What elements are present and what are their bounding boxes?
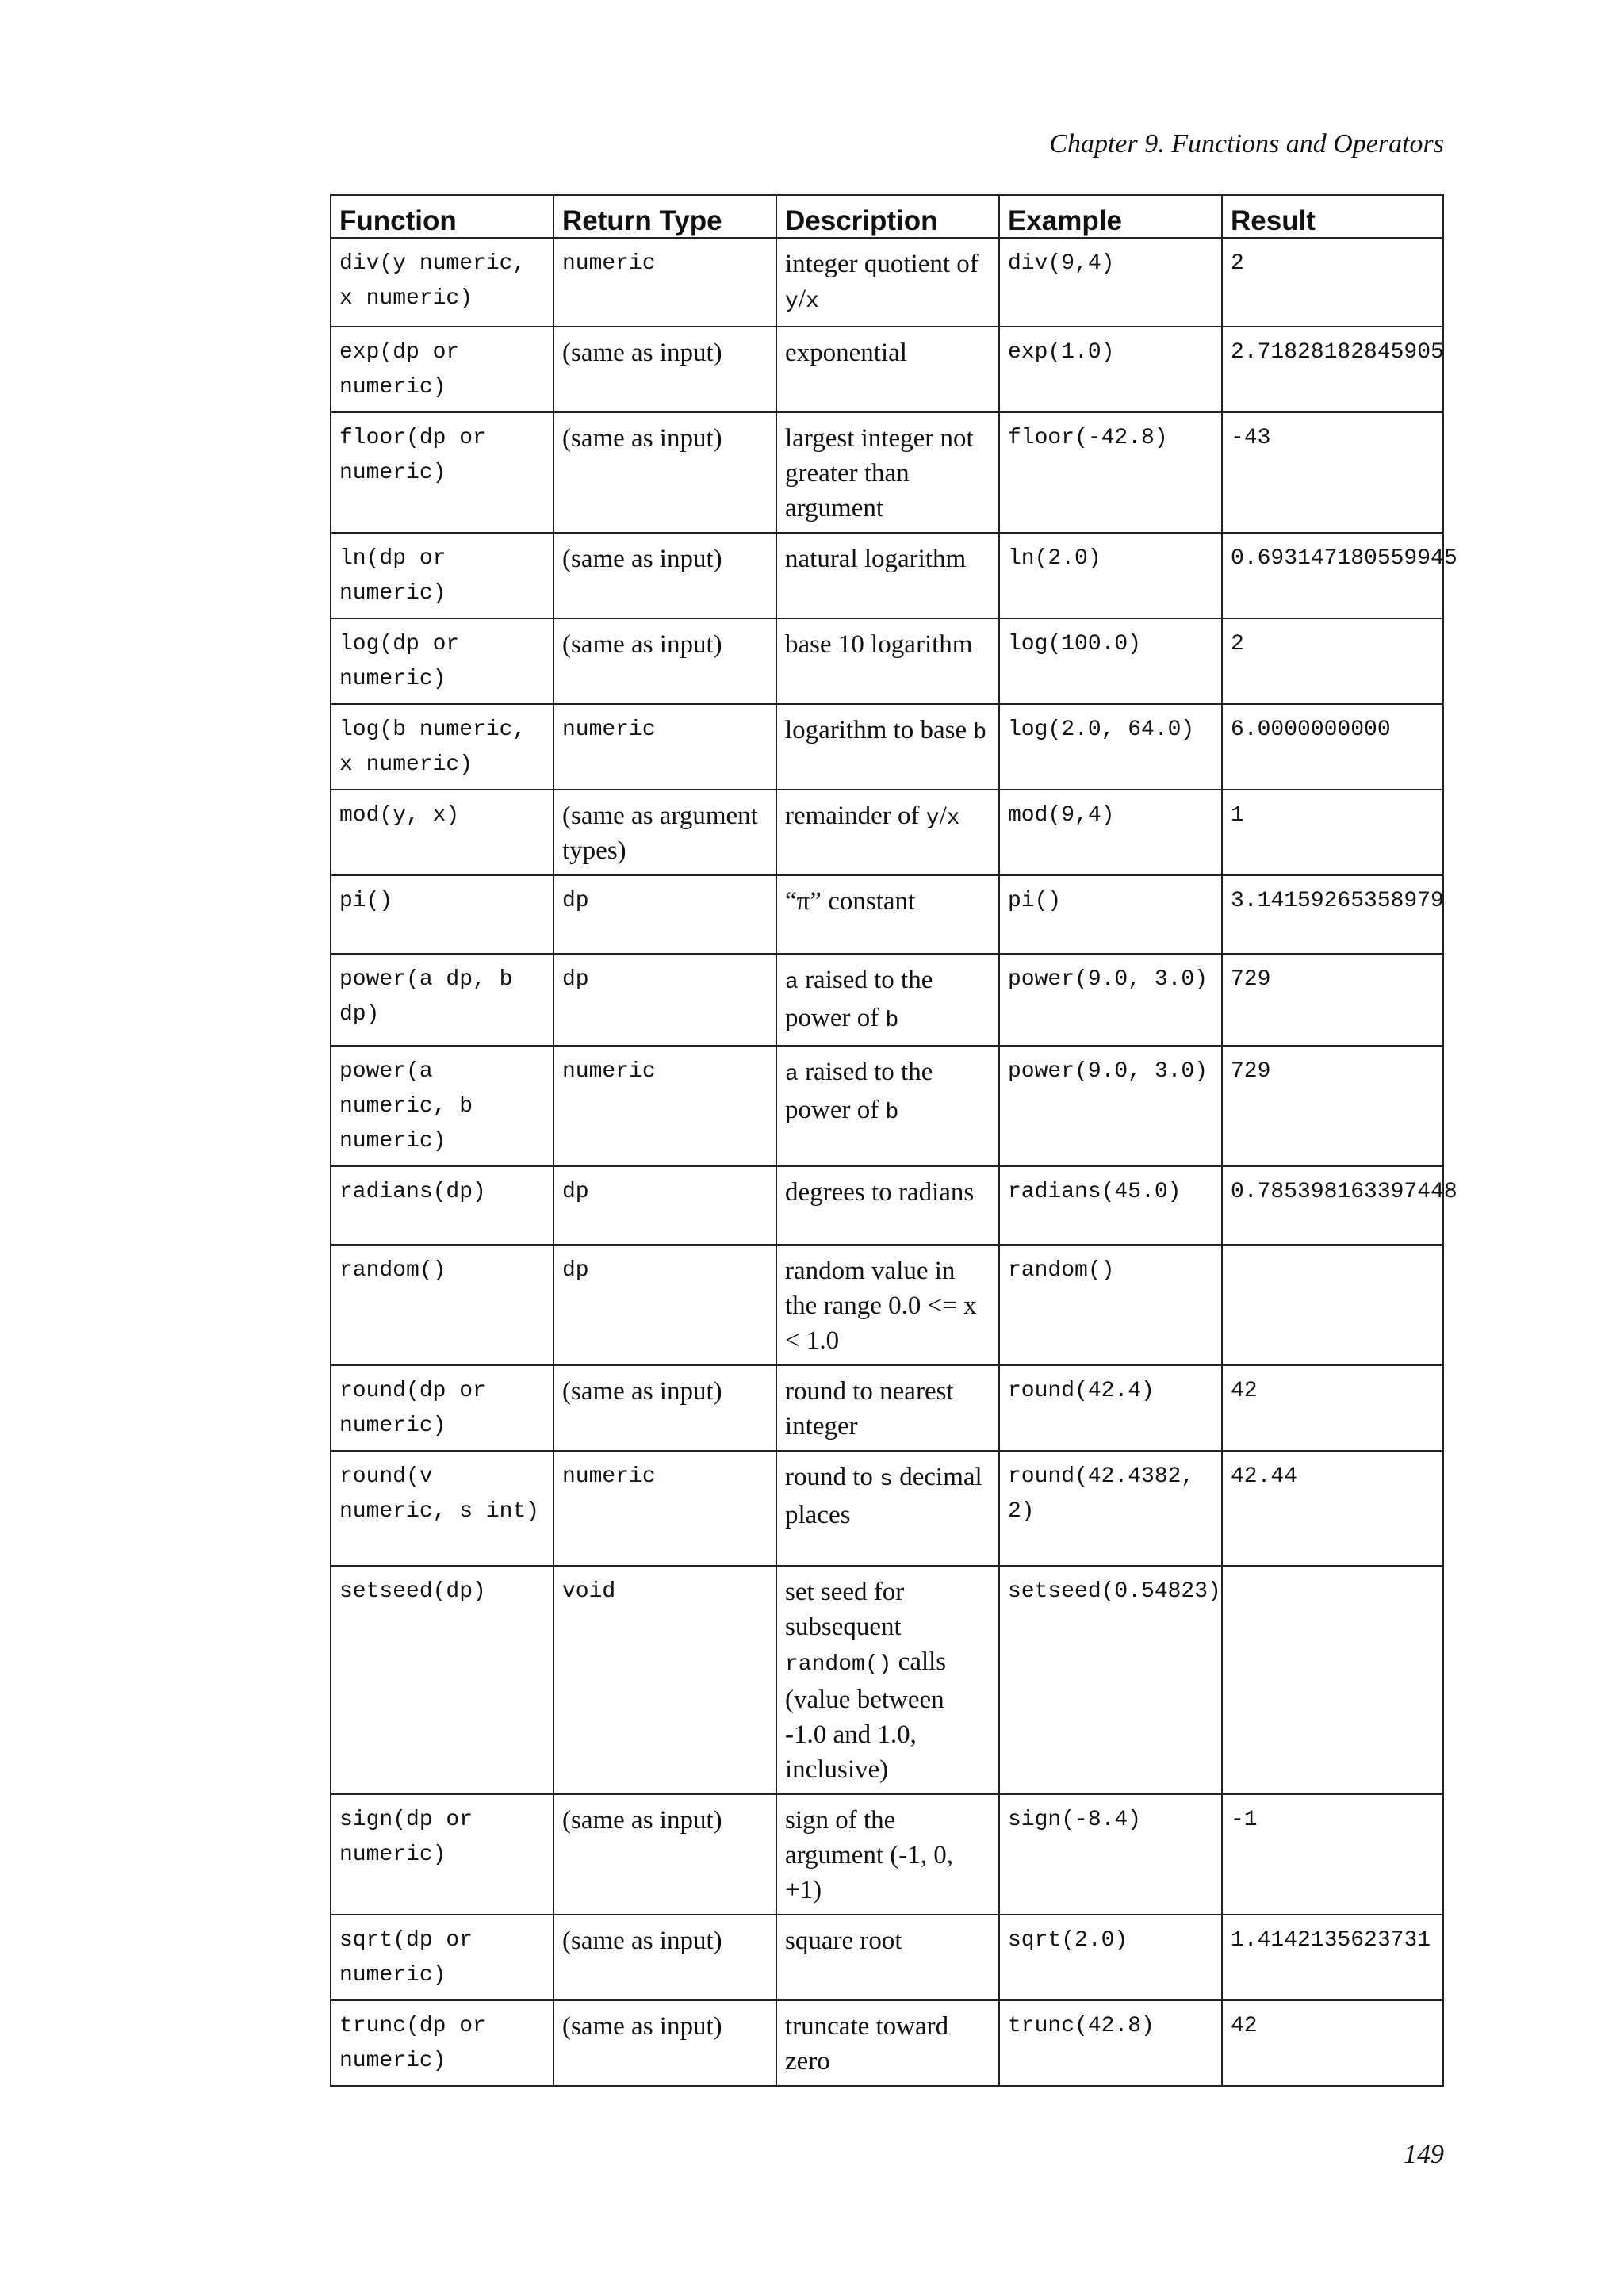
result-value: 42 <box>1231 2014 1258 2038</box>
table-row <box>331 875 1443 954</box>
example-cell <box>999 1046 1222 1166</box>
return-type: dp <box>562 889 589 913</box>
description-text: raised to the power of <box>785 1058 933 1124</box>
description-text: degrees to radians <box>785 1178 975 1207</box>
function-cell <box>331 618 553 704</box>
example-cell <box>999 412 1222 533</box>
example-code: random() <box>1008 1258 1115 1283</box>
result-cell <box>1222 1451 1443 1566</box>
column-header-result: Result <box>1222 195 1443 238</box>
function-cell <box>331 875 553 954</box>
description-code: b <box>885 1008 899 1033</box>
result-cell <box>1222 327 1443 412</box>
result-value: -43 <box>1231 426 1271 450</box>
description-text: remainder of <box>785 802 926 830</box>
return-type: (same as input) <box>562 630 722 659</box>
description <box>785 627 990 662</box>
description-cell <box>776 327 999 412</box>
description-cell <box>776 954 999 1046</box>
result-cell <box>1222 1794 1443 1915</box>
return-type: void <box>562 1579 616 1604</box>
description-cell <box>776 1915 999 2000</box>
result-cell <box>1222 875 1443 954</box>
return-type: dp <box>562 967 589 992</box>
function-signature: exp(dp or numeric) <box>339 340 460 400</box>
table-row <box>331 1794 1443 1915</box>
description-cell <box>776 704 999 790</box>
return-type: (same as input) <box>562 424 722 453</box>
description-cell <box>776 1365 999 1451</box>
description <box>785 335 990 370</box>
result-cell <box>1222 1166 1457 1245</box>
function-cell <box>331 704 553 790</box>
description-code: a <box>785 1062 799 1087</box>
result-cell <box>1222 1566 1443 1794</box>
function-cell <box>331 1046 553 1166</box>
result-value: 3.14159265358979 <box>1231 889 1444 913</box>
description <box>785 1253 990 1358</box>
example-code: round(42.4382, 2) <box>1008 1464 1195 1524</box>
result-value: 1 <box>1231 803 1244 828</box>
description-cell <box>776 533 999 618</box>
function-signature: power(a numeric, b numeric) <box>339 1059 473 1154</box>
return-type-cell <box>553 704 776 790</box>
return-type-cell <box>553 790 776 875</box>
result-cell <box>1222 790 1443 875</box>
description-text: exponential <box>785 339 907 367</box>
example-code: ln(2.0) <box>1008 546 1101 571</box>
return-type-cell <box>553 1046 776 1166</box>
result-value: 1.4142135623731 <box>1231 1928 1431 1953</box>
example-code: power(9.0, 3.0) <box>1008 1059 1208 1084</box>
return-type: (same as argument types) <box>562 802 758 865</box>
description <box>785 1175 990 1210</box>
result-value: 2 <box>1231 251 1244 276</box>
result-cell <box>1222 704 1443 790</box>
column-header-return-type: Return Type <box>553 195 776 238</box>
table-row <box>331 1566 1443 1794</box>
table-row <box>331 1046 1443 1166</box>
result-value: 6.0000000000 <box>1231 718 1391 742</box>
description-text: integer quotient of <box>785 250 979 278</box>
function-signature: div(y numeric, x numeric) <box>339 251 527 311</box>
header-row <box>331 195 1443 238</box>
example-code: exp(1.0) <box>1008 340 1115 365</box>
return-type-cell <box>553 1915 776 2000</box>
description <box>785 1460 990 1533</box>
example-cell <box>999 875 1222 954</box>
description-code: a <box>785 970 799 995</box>
functions-table <box>330 194 1457 2087</box>
table-row <box>331 533 1443 618</box>
return-type: (same as input) <box>562 2012 722 2041</box>
example-code: mod(9,4) <box>1008 803 1115 828</box>
table-row <box>331 618 1443 704</box>
table-row <box>331 238 1443 327</box>
result-value: 729 <box>1231 967 1271 992</box>
description-text: largest integer not greater than argument <box>785 424 974 522</box>
function-signature: sign(dp or numeric) <box>339 1808 473 1867</box>
description-cell <box>776 1166 999 1245</box>
example-cell <box>999 704 1222 790</box>
description-text: raised to the power of <box>785 966 933 1032</box>
function-cell <box>331 238 553 327</box>
example-cell <box>999 1915 1222 2000</box>
description-text: / <box>939 802 947 830</box>
table-row <box>331 704 1443 790</box>
description-code: b <box>973 721 987 745</box>
result-cell <box>1222 238 1443 327</box>
description-cell <box>776 238 999 327</box>
description-cell <box>776 1451 999 1566</box>
return-type-cell <box>553 1451 776 1566</box>
return-type: (same as input) <box>562 1377 722 1406</box>
example-cell <box>999 618 1222 704</box>
function-cell <box>331 2000 553 2086</box>
return-type-cell <box>553 1245 776 1365</box>
example-cell <box>999 1166 1222 1245</box>
description-code: s <box>879 1468 893 1492</box>
description <box>785 1575 990 1787</box>
example-code: setseed(0.54823) <box>1008 1579 1221 1604</box>
function-signature: power(a dp, b dp) <box>339 967 513 1027</box>
table-row <box>331 954 1443 1046</box>
function-signature: trunc(dp or numeric) <box>339 2014 486 2073</box>
description <box>785 1923 990 1958</box>
function-cell <box>331 790 553 875</box>
result-cell <box>1222 954 1443 1046</box>
description <box>785 713 990 751</box>
result-value: 0.785398163397448 <box>1231 1180 1457 1204</box>
return-type-cell <box>553 533 776 618</box>
example-code: radians(45.0) <box>1008 1180 1182 1204</box>
result-value: 0.693147180559945 <box>1231 546 1457 571</box>
return-type-cell <box>553 327 776 412</box>
description-text: round to <box>785 1463 880 1491</box>
function-signature: sqrt(dp or numeric) <box>339 1928 473 1988</box>
description-text: decimal places <box>785 1463 982 1529</box>
description-cell <box>776 1245 999 1365</box>
description-text: set seed for subsequent <box>785 1578 905 1641</box>
description-text: / <box>798 285 806 313</box>
page-number: 149 <box>1404 2140 1444 2169</box>
description-code: y <box>785 289 799 314</box>
function-signature: radians(dp) <box>339 1180 486 1204</box>
result-value: -1 <box>1231 1808 1258 1832</box>
description-code: x <box>805 289 819 314</box>
function-cell <box>331 412 553 533</box>
function-signature: floor(dp or numeric) <box>339 426 486 485</box>
return-type: numeric <box>562 1464 656 1489</box>
function-signature: mod(y, x) <box>339 803 460 828</box>
description-text: base 10 logarithm <box>785 630 973 659</box>
description-code: x <box>946 806 960 831</box>
description-cell <box>776 790 999 875</box>
example-cell <box>999 1566 1222 1794</box>
description-text: logarithm to base <box>785 716 974 744</box>
example-code: floor(-42.8) <box>1008 426 1168 450</box>
return-type: numeric <box>562 718 656 742</box>
description-text: random value in the range 0.0 <= x < 1.0 <box>785 1257 977 1355</box>
return-type: dp <box>562 1180 589 1204</box>
example-cell <box>999 327 1222 412</box>
function-signature: setseed(dp) <box>339 1579 486 1604</box>
description-code: b <box>885 1100 899 1125</box>
example-cell <box>999 954 1222 1046</box>
function-signature: log(dp or numeric) <box>339 632 460 691</box>
return-type: numeric <box>562 251 656 276</box>
function-cell <box>331 1245 553 1365</box>
return-type: (same as input) <box>562 545 722 573</box>
description <box>785 884 990 919</box>
return-type-cell <box>553 1166 776 1245</box>
column-header-function: Function <box>331 195 553 238</box>
table-header <box>331 195 1443 238</box>
function-signature: random() <box>339 1258 446 1283</box>
example-code: div(9,4) <box>1008 251 1115 276</box>
example-code: sqrt(2.0) <box>1008 1928 1128 1953</box>
example-code: trunc(42.8) <box>1008 2014 1155 2038</box>
result-value: 42.44 <box>1231 1464 1298 1489</box>
result-value: 729 <box>1231 1059 1271 1084</box>
result-cell <box>1222 1046 1443 1166</box>
description-code: y <box>925 806 940 831</box>
column-header-description: Description <box>776 195 999 238</box>
example-code: log(100.0) <box>1008 632 1142 656</box>
description-text: round to nearest integer <box>785 1377 954 1441</box>
table-body <box>331 238 1457 2086</box>
result-cell <box>1222 533 1457 618</box>
function-cell <box>331 954 553 1046</box>
description-cell <box>776 1566 999 1794</box>
running-header: Chapter 9. Functions and Operators <box>1049 129 1444 159</box>
return-type-cell <box>553 238 776 327</box>
table-row <box>331 412 1443 533</box>
description <box>785 798 990 836</box>
result-cell <box>1222 1915 1443 2000</box>
return-type-cell <box>553 954 776 1046</box>
description-cell <box>776 2000 999 2086</box>
description-cell <box>776 1046 999 1166</box>
example-cell <box>999 2000 1222 2086</box>
result-value: 42 <box>1231 1379 1258 1403</box>
description-text: truncate toward zero <box>785 2012 949 2076</box>
example-cell <box>999 1245 1222 1365</box>
return-type: (same as input) <box>562 1927 722 1955</box>
function-cell <box>331 1365 553 1451</box>
table-row <box>331 1365 1443 1451</box>
function-cell <box>331 1166 553 1245</box>
example-cell <box>999 238 1222 327</box>
return-type-cell <box>553 1566 776 1794</box>
description-cell <box>776 618 999 704</box>
column-header-example: Example <box>999 195 1222 238</box>
return-type-cell <box>553 1794 776 1915</box>
example-code: log(2.0, 64.0) <box>1008 718 1195 742</box>
example-code: sign(-8.4) <box>1008 1808 1142 1832</box>
return-type: (same as input) <box>562 339 722 367</box>
function-signature: log(b numeric, x numeric) <box>339 718 527 777</box>
table-row <box>331 1915 1443 2000</box>
example-code: power(9.0, 3.0) <box>1008 967 1208 992</box>
description-code: random() <box>785 1652 892 1677</box>
description <box>785 2009 990 2079</box>
function-cell <box>331 1915 553 2000</box>
function-cell <box>331 327 553 412</box>
example-code: round(42.4) <box>1008 1379 1155 1403</box>
table-row <box>331 1166 1443 1245</box>
description-text: square root <box>785 1927 902 1955</box>
example-cell <box>999 1451 1222 1566</box>
return-type-cell <box>553 618 776 704</box>
function-signature: round(dp or numeric) <box>339 1379 486 1438</box>
table-row <box>331 1451 1443 1566</box>
description-cell <box>776 875 999 954</box>
return-type-cell <box>553 1365 776 1451</box>
function-cell <box>331 1566 553 1794</box>
function-signature: ln(dp or numeric) <box>339 546 446 606</box>
return-type-cell <box>553 875 776 954</box>
description <box>785 962 990 1039</box>
example-cell <box>999 790 1222 875</box>
example-cell <box>999 1365 1222 1451</box>
description <box>785 1803 990 1908</box>
description-text: “π” constant <box>785 887 916 916</box>
table-row <box>331 2000 1443 2086</box>
description-text: natural logarithm <box>785 545 967 573</box>
function-cell <box>331 1451 553 1566</box>
description <box>785 247 990 320</box>
return-type: numeric <box>562 1059 656 1084</box>
function-cell <box>331 533 553 618</box>
return-type-cell <box>553 412 776 533</box>
description-cell <box>776 412 999 533</box>
table-row <box>331 1245 1443 1365</box>
return-type: dp <box>562 1258 589 1283</box>
result-value: 2 <box>1231 632 1244 656</box>
return-type: (same as input) <box>562 1806 722 1835</box>
result-value: 2.71828182845905 <box>1231 340 1444 365</box>
description-cell <box>776 1794 999 1915</box>
description-text: calls (value between -1.0 and 1.0, inclusive) <box>785 1647 947 1784</box>
result-cell <box>1222 618 1443 704</box>
description-text: sign of the argument (-1, 0, +1) <box>785 1806 954 1904</box>
function-cell <box>331 1794 553 1915</box>
table-row <box>331 327 1443 412</box>
description <box>785 1374 990 1444</box>
table-row <box>331 790 1443 875</box>
return-type-cell <box>553 2000 776 2086</box>
example-code: pi() <box>1008 889 1062 913</box>
description <box>785 1054 990 1131</box>
function-signature: round(v numeric, s int) <box>339 1464 540 1524</box>
description <box>785 541 990 576</box>
function-signature: pi() <box>339 889 393 913</box>
result-cell <box>1222 1365 1443 1451</box>
example-cell <box>999 1794 1222 1915</box>
result-cell <box>1222 1245 1443 1365</box>
description <box>785 421 990 526</box>
result-cell <box>1222 2000 1443 2086</box>
result-cell <box>1222 412 1443 533</box>
example-cell <box>999 533 1222 618</box>
